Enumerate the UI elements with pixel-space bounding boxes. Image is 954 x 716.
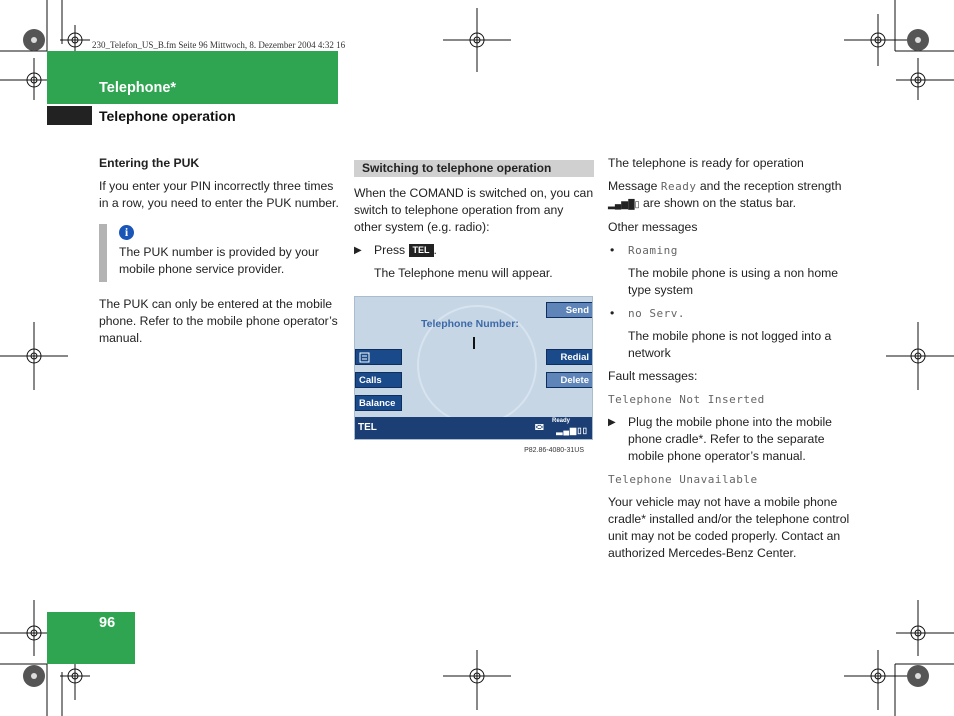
noserv-text: The mobile phone is not logged into a network [628, 329, 832, 360]
signal-strength-icon: ▂▄▆▯▯ [556, 426, 588, 435]
chapter-bar [47, 51, 338, 104]
telephone-number-label: Telephone Number: [421, 318, 519, 330]
puk-heading: Entering the PUK [99, 156, 200, 170]
status-tel: TEL [358, 422, 377, 433]
noserv-item [608, 305, 856, 322]
switching-intro: When the COMAND is switched on, you can switch to telephone operation from any other system (e.g. radio): [354, 186, 594, 234]
info-bar [99, 224, 107, 282]
signal-glyph-icon: ▂▄▆█▯ [608, 199, 640, 209]
delete-softkey: Delete [546, 372, 593, 388]
fault2-code: Telephone Unavailable [608, 473, 758, 486]
column-1 [99, 155, 339, 353]
section-title: Telephone operation [99, 108, 236, 124]
chapter-title: Telephone* [99, 80, 177, 96]
column-3 [608, 155, 856, 568]
file-header: 230_Telefon_US_B.fm Seite 96 Mittwoch, 8. Dezember 2004 4:32 16 [92, 40, 346, 50]
tel-key: TEL [409, 244, 434, 257]
info-icon: i [119, 225, 134, 240]
other-messages-heading: Other messages [608, 220, 698, 234]
noserv-code: no Serv. [628, 307, 685, 320]
message-mid: and the reception strength [699, 179, 842, 193]
phonebook-softkey [355, 349, 402, 365]
puk-intro: If you enter your PIN incorrectly three times in a row, you need to enter the PUK number. [99, 179, 339, 210]
fault2-text: Your vehicle may not have a mobile phone cradle* installed and/or the telephone control unit may not be coded properly. Contact an authorized Mercedes-Benz Center. [608, 495, 850, 560]
status-bar [355, 417, 592, 439]
ready-line: The telephone is ready for operation [608, 156, 804, 170]
figure-code: P82.86-4080-31US [524, 447, 584, 454]
phonebook-icon [359, 352, 371, 363]
press-tel-step [354, 242, 594, 259]
message-prefix: Message [608, 179, 658, 193]
fault1-code: Telephone Not Inserted [608, 393, 765, 406]
roaming-text: The mobile phone is using a non home type system [628, 266, 839, 297]
step-prefix: Press [374, 243, 406, 257]
bullet-dot: • [610, 306, 615, 320]
page-number: 96 [99, 615, 116, 631]
envelope-icon: ✉ [534, 422, 544, 434]
info-note [99, 224, 339, 282]
section-tab [47, 106, 92, 125]
status-ready: Ready [551, 418, 570, 424]
roaming-code: Roaming [628, 244, 678, 257]
column-2 [354, 155, 594, 459]
step-arrow-icon: ▶ [354, 245, 362, 256]
fault1-step [608, 414, 856, 465]
bullet-dot: • [610, 243, 615, 257]
puk-note: The PUK can only be entered at the mobile phone. Refer to the mobile phone operator’s manual. [99, 297, 338, 345]
roaming-item [608, 242, 856, 259]
fault1-step-text: Plug the mobile phone into the mobile phone cradle*. Refer to the separate mobile phone operator’s manual. [628, 415, 832, 463]
info-text: The PUK number is provided by your mobile phone service provider. [119, 244, 319, 276]
step-suffix: . [433, 243, 437, 257]
message-line [608, 178, 856, 213]
page-number-box [47, 612, 135, 664]
redial-softkey: Redial [546, 349, 593, 365]
telephone-screen [354, 296, 593, 440]
fault-heading: Fault messages: [608, 369, 698, 383]
input-cursor [473, 337, 475, 349]
calls-softkey: Calls [355, 372, 402, 388]
step-result: The Telephone menu will appear. [374, 266, 553, 280]
send-softkey: Send [546, 302, 593, 318]
message-suffix: are shown on the status bar. [642, 196, 797, 210]
switching-heading: Switching to telephone operation [354, 160, 594, 177]
step-arrow-icon: ▶ [608, 417, 616, 428]
ready-code: Ready [660, 180, 697, 193]
balance-softkey: Balance [355, 395, 402, 411]
